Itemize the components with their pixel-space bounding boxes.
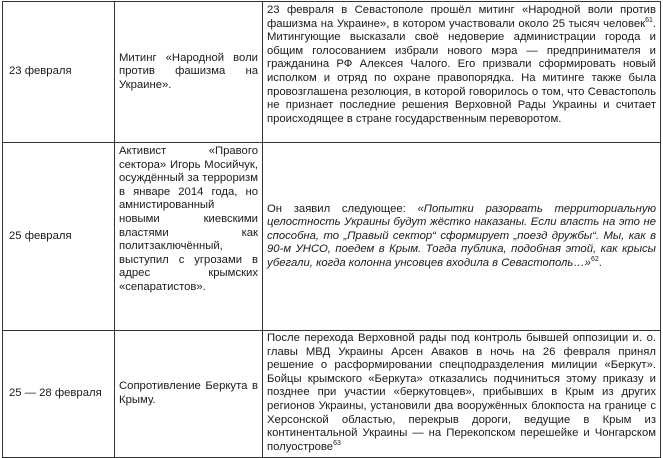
events-table (2, 1, 661, 458)
description-cell (263, 143, 661, 331)
event-text: Митинг «Народной воли против фашизма на Украине». (119, 51, 258, 91)
date-text: 25 — 28 февраля (9, 387, 102, 400)
description-text: После перехода Верховной рады под контроль бывшей оппозиции и. о. главы МВД Украины Арсен Аваков в ночь на 26 февраля принял решение о расформировании спецподразделения милиции «Беркут». Бойцы крымского «Беркута» отказались подчиниться этому приказу и позднее при участии «беркутовцев», прибывших в Крым из других регионов Украины, установили два вооружённых блокпоста на границе с Херсонской областью, перекрыв дороги, ведущие в Крым из континентальной Украины — на Перекопском перешейке и Чонгарском полуострове (267, 332, 656, 453)
table-row (3, 2, 661, 143)
date-text: 25 февраля (9, 229, 72, 242)
events-table-container (2, 1, 660, 456)
event-cell (115, 143, 263, 331)
date-text: 23 февраля (9, 65, 72, 78)
footnote-ref[interactable]: 63 (333, 439, 341, 447)
footnote-ref[interactable]: 62 (590, 256, 599, 264)
description-text: 23 февраля в Севастополе прошёл митинг «Народной воли против фашизма на Украине», в котором участвовали около 25 тысяч человек (267, 4, 656, 30)
date-cell (3, 331, 115, 458)
event-cell (115, 2, 263, 143)
event-text: Сопротивление Беркута в Крыму. (119, 380, 258, 406)
description-intro: Он заявил следующее: (267, 202, 418, 215)
footnote-ref[interactable]: 61 (645, 16, 653, 24)
table-row (3, 331, 661, 458)
description-cell (263, 331, 661, 458)
quote-text: «Попытки разорвать территориальную целостность Украины будут жёстко наказаны. Если власть на это не способна, то „Правый сектор“ сформирует „поезд дружбы“. Мы, как в 90-м УНСО, поедем в Крым. Тогда публика, подобная этой, как крысы убегали, когда колонна унсовцев входила в Севастополь…» (267, 202, 656, 269)
description-text-continued: . Митингующие высказали своё недоверие администрации города и общим голосованием избрали нового мэра — предпринимателя и гражданина РФ Алексея Чалого. Его призвали сформировать новый исполком и отряд по охране правопорядка. На митинге также была провозглашена резолюция, в которой говорилось о том, что Севастополь не признает последние решения Верховной Рады Украины и считает происходящее в стране государственным переворотом. (267, 17, 656, 125)
table-row (3, 143, 661, 331)
description-end: . (598, 256, 602, 269)
date-cell (3, 2, 115, 143)
date-cell (3, 143, 115, 331)
description-cell (263, 2, 661, 143)
event-cell (115, 331, 263, 458)
event-text: Активист «Правого сектора» Игорь Мосийчук, осуждённый за терроризм в январе 2014 года, но амнистированный новыми киевскими властями как политзаключённый, выступил с угрозами в адрес крымских «сепаратистов». (119, 145, 258, 293)
